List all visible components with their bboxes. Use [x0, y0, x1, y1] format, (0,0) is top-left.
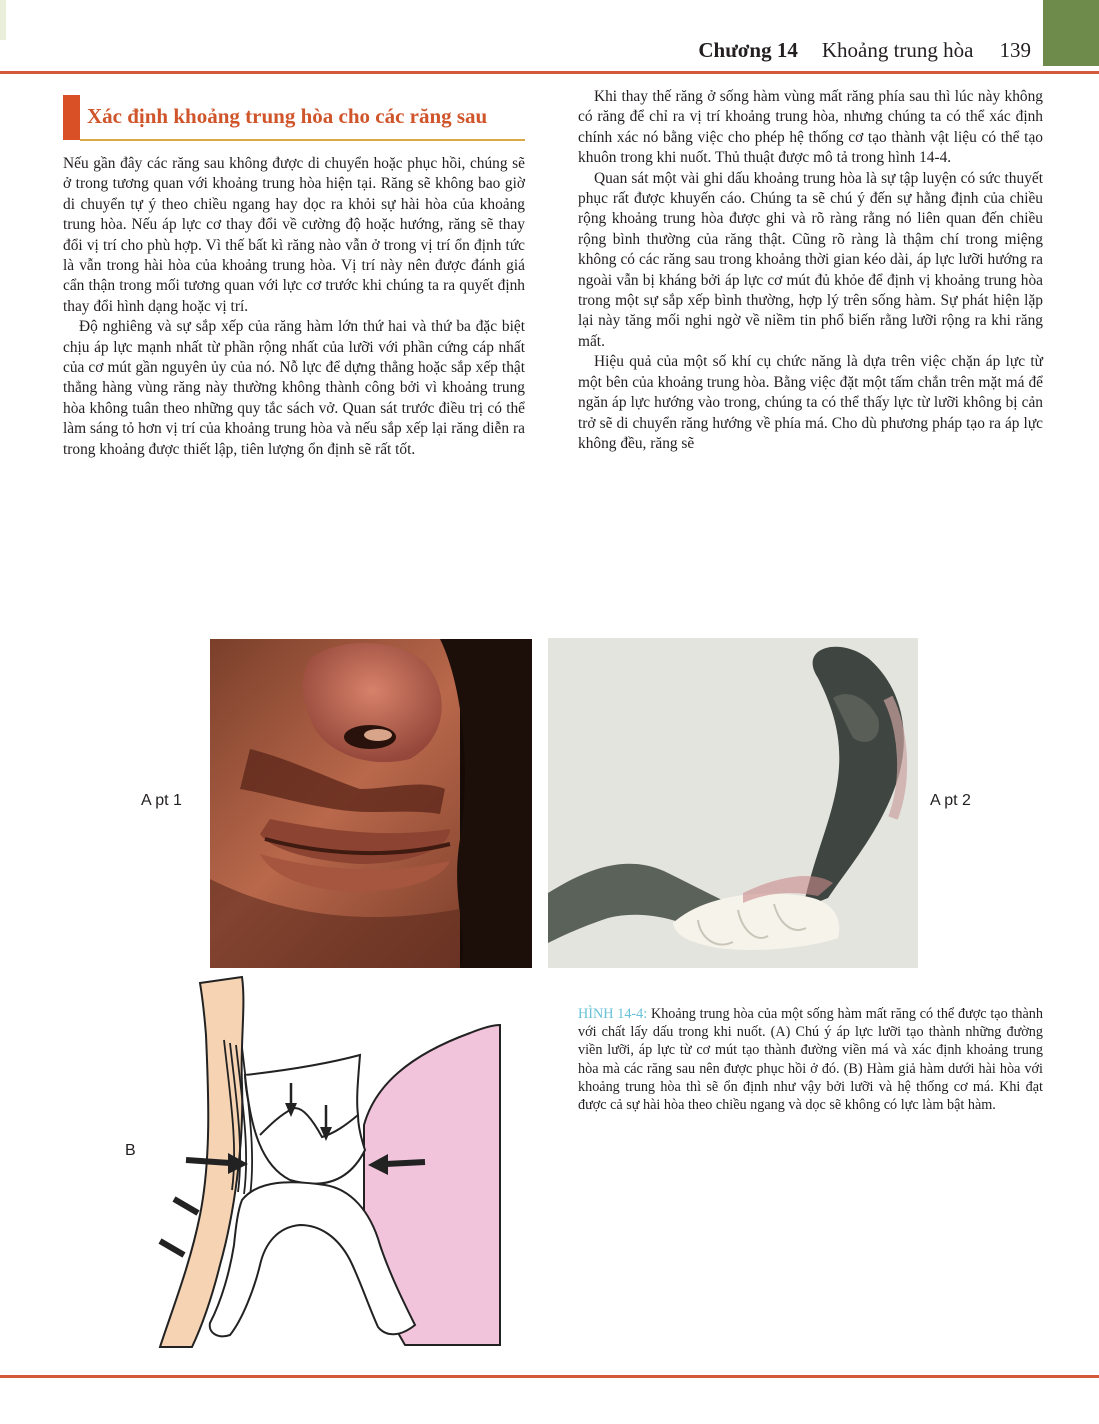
figure-caption [578, 1005, 1043, 1114]
chapter-number: Chương 14 [698, 38, 798, 62]
section-heading-text: Xác định khoảng trung hòa cho các răng sau [87, 104, 488, 128]
chapter-tab [1043, 0, 1099, 66]
figure-label-a1: A pt 1 [141, 792, 182, 809]
photo-impression-denture [548, 638, 918, 968]
diagram-neutral-zone [150, 975, 510, 1355]
header-rule [0, 71, 1099, 74]
photo-face-impression [210, 639, 532, 968]
figure-caption-text: Khoảng trung hòa của một sống hàm mất răng có thể được tạo thành với chất lấy dấu trong khi nuốt. (A) Chú ý áp lực lưỡi tạo thành những đường viền lưỡi, áp lực từ cơ mút tạo thành đường viền má và xác định khoảng trung hòa mà các răng sau nên được phục hồi ở đó. (B) Hàm giả hàm dưới hài hòa với khoảng trung hòa thì sẽ ổn định như vậy bởi lưỡi và hệ thống cơ má. Khi đạt được cả sự hài hòa theo chiều ngang và dọc sẽ không có lực làm bật hàm. [578, 1006, 1043, 1114]
footer-rule [0, 1375, 1099, 1378]
right-column [578, 87, 1043, 454]
figure-label-b: B [125, 1142, 136, 1159]
paragraph: Độ nghiêng và sự sắp xếp của răng hàm lớn thứ hai và thứ ba đặc biệt chịu áp lực mạnh nhất từ phần rộng nhất của lưỡi với phần cứng cáp nhất của cơ mút gần nguyên ủy của nó. Nỗ lực để dựng thẳng hoặc sắp xếp thật thẳng hàng vùng răng này thường không thành công bởi vì khoảng trung hòa không tuân theo những quy tắc sách vở. Quan sát trước điều trị có thể làm sáng tỏ hơn vị trí của khoảng trung hòa và nếu sắp xếp lại răng diễn ra trong khoảng được thiết lập, tiên lượng ổn định sẽ rất tốt. [63, 318, 525, 458]
page-number: 139 [999, 38, 1031, 62]
figure-caption-label: HÌNH 14-4: [578, 1006, 648, 1022]
section-heading [63, 95, 525, 141]
paragraph: Nếu gần đây các răng sau không được di chuyển hoặc phục hồi, chúng sẽ ở trong tương quan với khoảng trung hòa hiện tại. Răng sẽ không bao giờ di chuyển tự ý theo chiều ngang hay dọc ra khỏi sự hài hòa của khoảng trung hòa. Nếu áp lực cơ thay đổi về cường độ hoặc hướng, răng sẽ thay đổi vị trí cho phù hợp. Vì thế bất kì răng nào vẫn ở trong vị trí ổn định tức là vẫn trong hài hòa của khoảng trung hòa. Vị trí này nên được đánh giá cẩn thận trong mối tương quan với lực cơ trước khi chúng ta ra quyết định thay đổi hình dạng hoặc vị trí. [63, 155, 525, 315]
figure-label-a2: A pt 2 [930, 792, 971, 809]
heading-accent-bar [63, 95, 80, 140]
paragraph: Khi thay thế răng ở sống hàm vùng mất răng phía sau thì lúc này không có răng để chỉ ra vị trí khoảng trung hòa, nhưng chúng ta có thể xác định chính xác nó bằng việc cho phép hệ thống cơ tạo thành vật liệu có thể tạo khuôn trong khi nuốt. Thủ thuật được mô tả trong hình 14-4. [578, 88, 1043, 167]
running-header [698, 38, 1031, 63]
heading-underline [80, 139, 525, 141]
paragraph: Quan sát một vài ghi dấu khoảng trung hòa là sự tập luyện có sức thuyết phục rất được khuyến cáo. Chúng ta sẽ chú ý đến sự hằng định của chiều rộng khoảng trung hòa được ghi và rõ ràng rằng nó liên quan đến chiều rộng bình thường của răng thật. Cũng rõ ràng là thậm chí trong miệng không có các răng sau trong khoảng thời gian kéo dài, áp lực lưỡi hướng ra ngoài vẫn bị kháng bởi áp lực cơ mút đủ khỏe để định vị khoảng trung hòa trong một sự sắp xếp bình thường, hợp lý trên sống hàm. Sự phát hiện lặp lại này tăng mối nghi ngờ về niềm tin phổ biến rằng lưỡi rộng ra khi răng mất. [578, 169, 1043, 350]
left-column [63, 154, 525, 460]
chapter-title: Khoảng trung hòa [821, 38, 974, 62]
paragraph: Hiệu quả của một số khí cụ chức năng là dựa trên việc chặn áp lực từ một bên của khoảng trung hòa. Bằng việc đặt một tấm chắn trên mặt má để ngăn áp lực hướng vào trong, chúng ta có thể thấy lực từ lưỡi không bị cản trở sẽ di chuyển răng hướng về phía má. Cho dù phương pháp tạo ra áp lực không đều, răng sẽ [578, 353, 1043, 452]
page-edge-marker [0, 0, 6, 40]
